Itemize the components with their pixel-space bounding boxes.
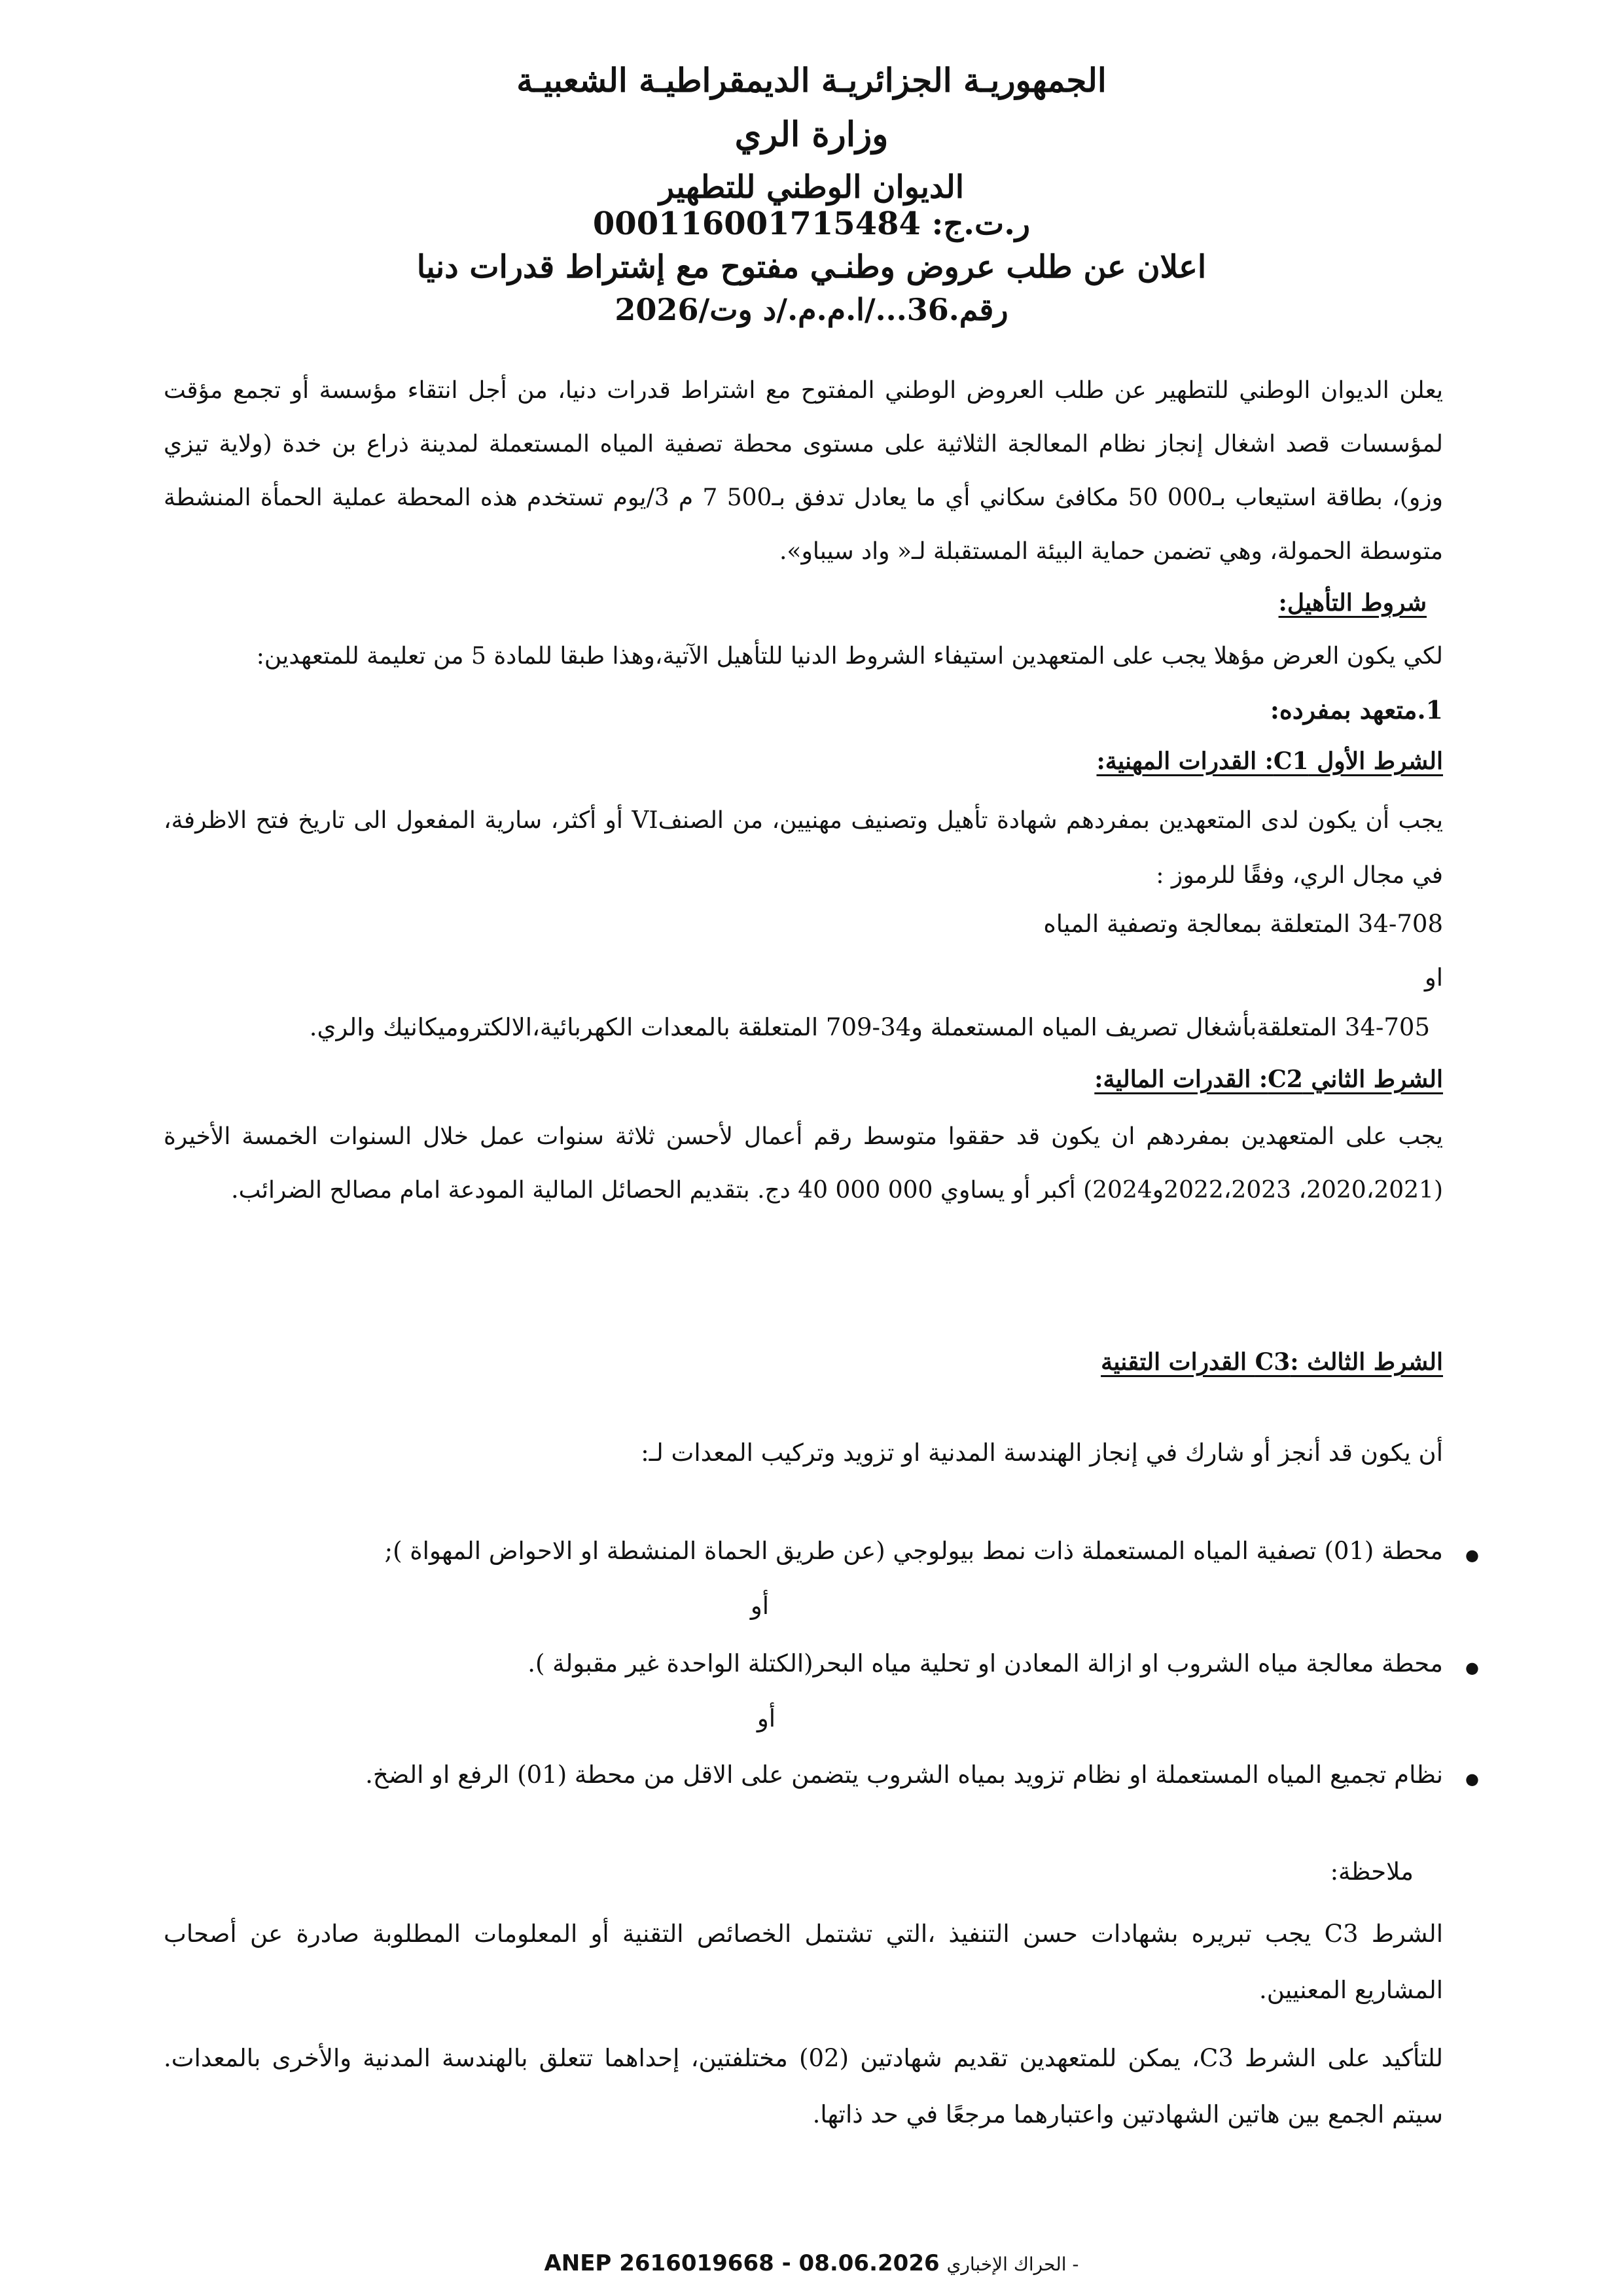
c2-text: يجب على المتعهدين بمفردهم ان يكون قد حققوا متوسط رقم أعمال لأحسن ثلاثة سنوات عمل خلال السنوات الخمسة الأخيرة (2020،2021، 2022،2023و2024) أكبر أو يساوي 000 000 40 دج. بتقديم الحصائل المالية المودعة امام مصالح الضرائب.: [164, 1123, 1443, 1204]
sole-bidder-label: 1.متعهد بمفرده:: [1270, 695, 1443, 725]
footer-publication-line: [0, 2250, 1623, 2276]
c1-code-708: 34-708 المتعلقة بمعالجة وتصفية المياه: [1043, 910, 1443, 938]
note-text-1: الشرط C3 يجب تبريره بشهادات حسن التنفيذ ،التي تشتمل الخصائص التقنية أو المعلومات المطلوبة صادرة عن أصحاب المشاريع المعنيين.: [164, 1920, 1443, 2004]
footer-reference: ANEP 2616019668 - 08.06.2026: [544, 2250, 940, 2276]
intro-paragraph: يعلن الديوان الوطني للتطهير عن طلب العروض الوطني المفتوح مع اشتراط قدرات دنيا، من أجل انتقاء مؤسسة أو تجمع مؤقت لمؤسسات قصد اشغال إنجاز نظام المعالجة الثلاثية على مستوى محطة تصفية المياه المستعملة لمدينة ذراع بن خدة (ولاية تيزي وزو)، بطاقة استيعاب بـ000 50 مكافئ سكاني أي ما يعادل تدفق بـ500 7 م 3/يوم تستخدم هذه المحطة عملية الحمأة المنشطة متوسطة الحمولة، وهي تضمن حماية البيئة المستقبلة لـ« واد سيباو».: [164, 377, 1443, 565]
note-text-2: للتأكيد على الشرط C3، يمكن للمتعهدين تقديم شهادتين (02) مختلفتين، إحداهما تتعلق بالهندسة المدنية والأخرى بالمعدات. سيتم الجمع بين هاتين الشهادتين واعتبارهما مرجعًا في حد ذاتها.: [164, 2044, 1443, 2128]
c3-requirement-2: ● محطة معالجة مياه الشروب او ازالة المعادن او تحلية مياه البحر(الكتلة الواحدة غير مقبولة ).: [527, 1649, 1443, 1677]
tax-id: ر.ت.ج: 000116001715484: [592, 206, 1031, 242]
c1-code-705-709: 34-705 المتعلقةبأشغال تصريف المياه المستعملة و34-709 المتعلقة بالمعدات الكهربائية،الالكتروميكانيك والري.: [309, 1013, 1430, 1041]
c1-or: او: [1424, 963, 1443, 992]
republic-title: الجمهوريـة الجزائريـة الديمقراطيـة الشعبيـة: [516, 61, 1107, 99]
c3-text: أن يكون قد أنجز أو شارك في إنجاز الهندسة المدنية او تزويد وتركيب المعدات لـ:: [641, 1439, 1443, 1467]
c1-text: يجب أن يكون لدى المتعهدين بمفردهم شهادة تأهيل وتصنيف مهنيين، من الصنفVI أو أكثر، سارية المفعول الى تاريخ فتح الاظرفة، في مجال الري، وفقًا للرموز :: [164, 807, 1443, 889]
c3-or-2: أو: [757, 1704, 776, 1732]
c2-heading: الشرط الثاني C2: القدرات المالية:: [1094, 1066, 1443, 1093]
c3-heading: الشرط الثالث :C3 القدرات التقنية: [1101, 1348, 1443, 1376]
announcement-title: اعلان عن طلب عروض وطنـي مفتوح مع إشتراط قدرات دنيا: [416, 249, 1207, 285]
footer-publisher: الحراك الإخباري -: [946, 2253, 1079, 2275]
note-heading: ملاحظة:: [1330, 1857, 1414, 1886]
c3-requirement-3: ● نظام تجميع المياه المستعملة او نظام تزويد بمياه الشروب يتضمن على الاقل من محطة (01) الرفع او الضخ.: [365, 1761, 1443, 1789]
qualification-text: لكي يكون العرض مؤهلا يجب على المتعهدين استيفاء الشروط الدنيا للتأهيل الآتية،وهذا طبقا للمادة 5 من تعليمة للمتعهدين:: [256, 643, 1443, 670]
office-title: الديوان الوطني للتطهير: [658, 169, 965, 206]
c1-heading: الشرط الأول C1: القدرات المهنية:: [1096, 747, 1443, 775]
c3-or-1: أو: [750, 1592, 769, 1620]
c3-requirement-1: ● محطة (01) تصفية المياه المستعملة ذات نمط بيولوجي (عن طريق الحماة المنشطة او الاحواض المهواة );: [385, 1537, 1443, 1565]
qualification-heading: شروط التأهيل:: [1278, 589, 1427, 617]
announcement-number: رقم.36.../ا.م.م./د وت/2026: [615, 292, 1008, 327]
ministry-title: وزارة الري: [734, 115, 889, 154]
